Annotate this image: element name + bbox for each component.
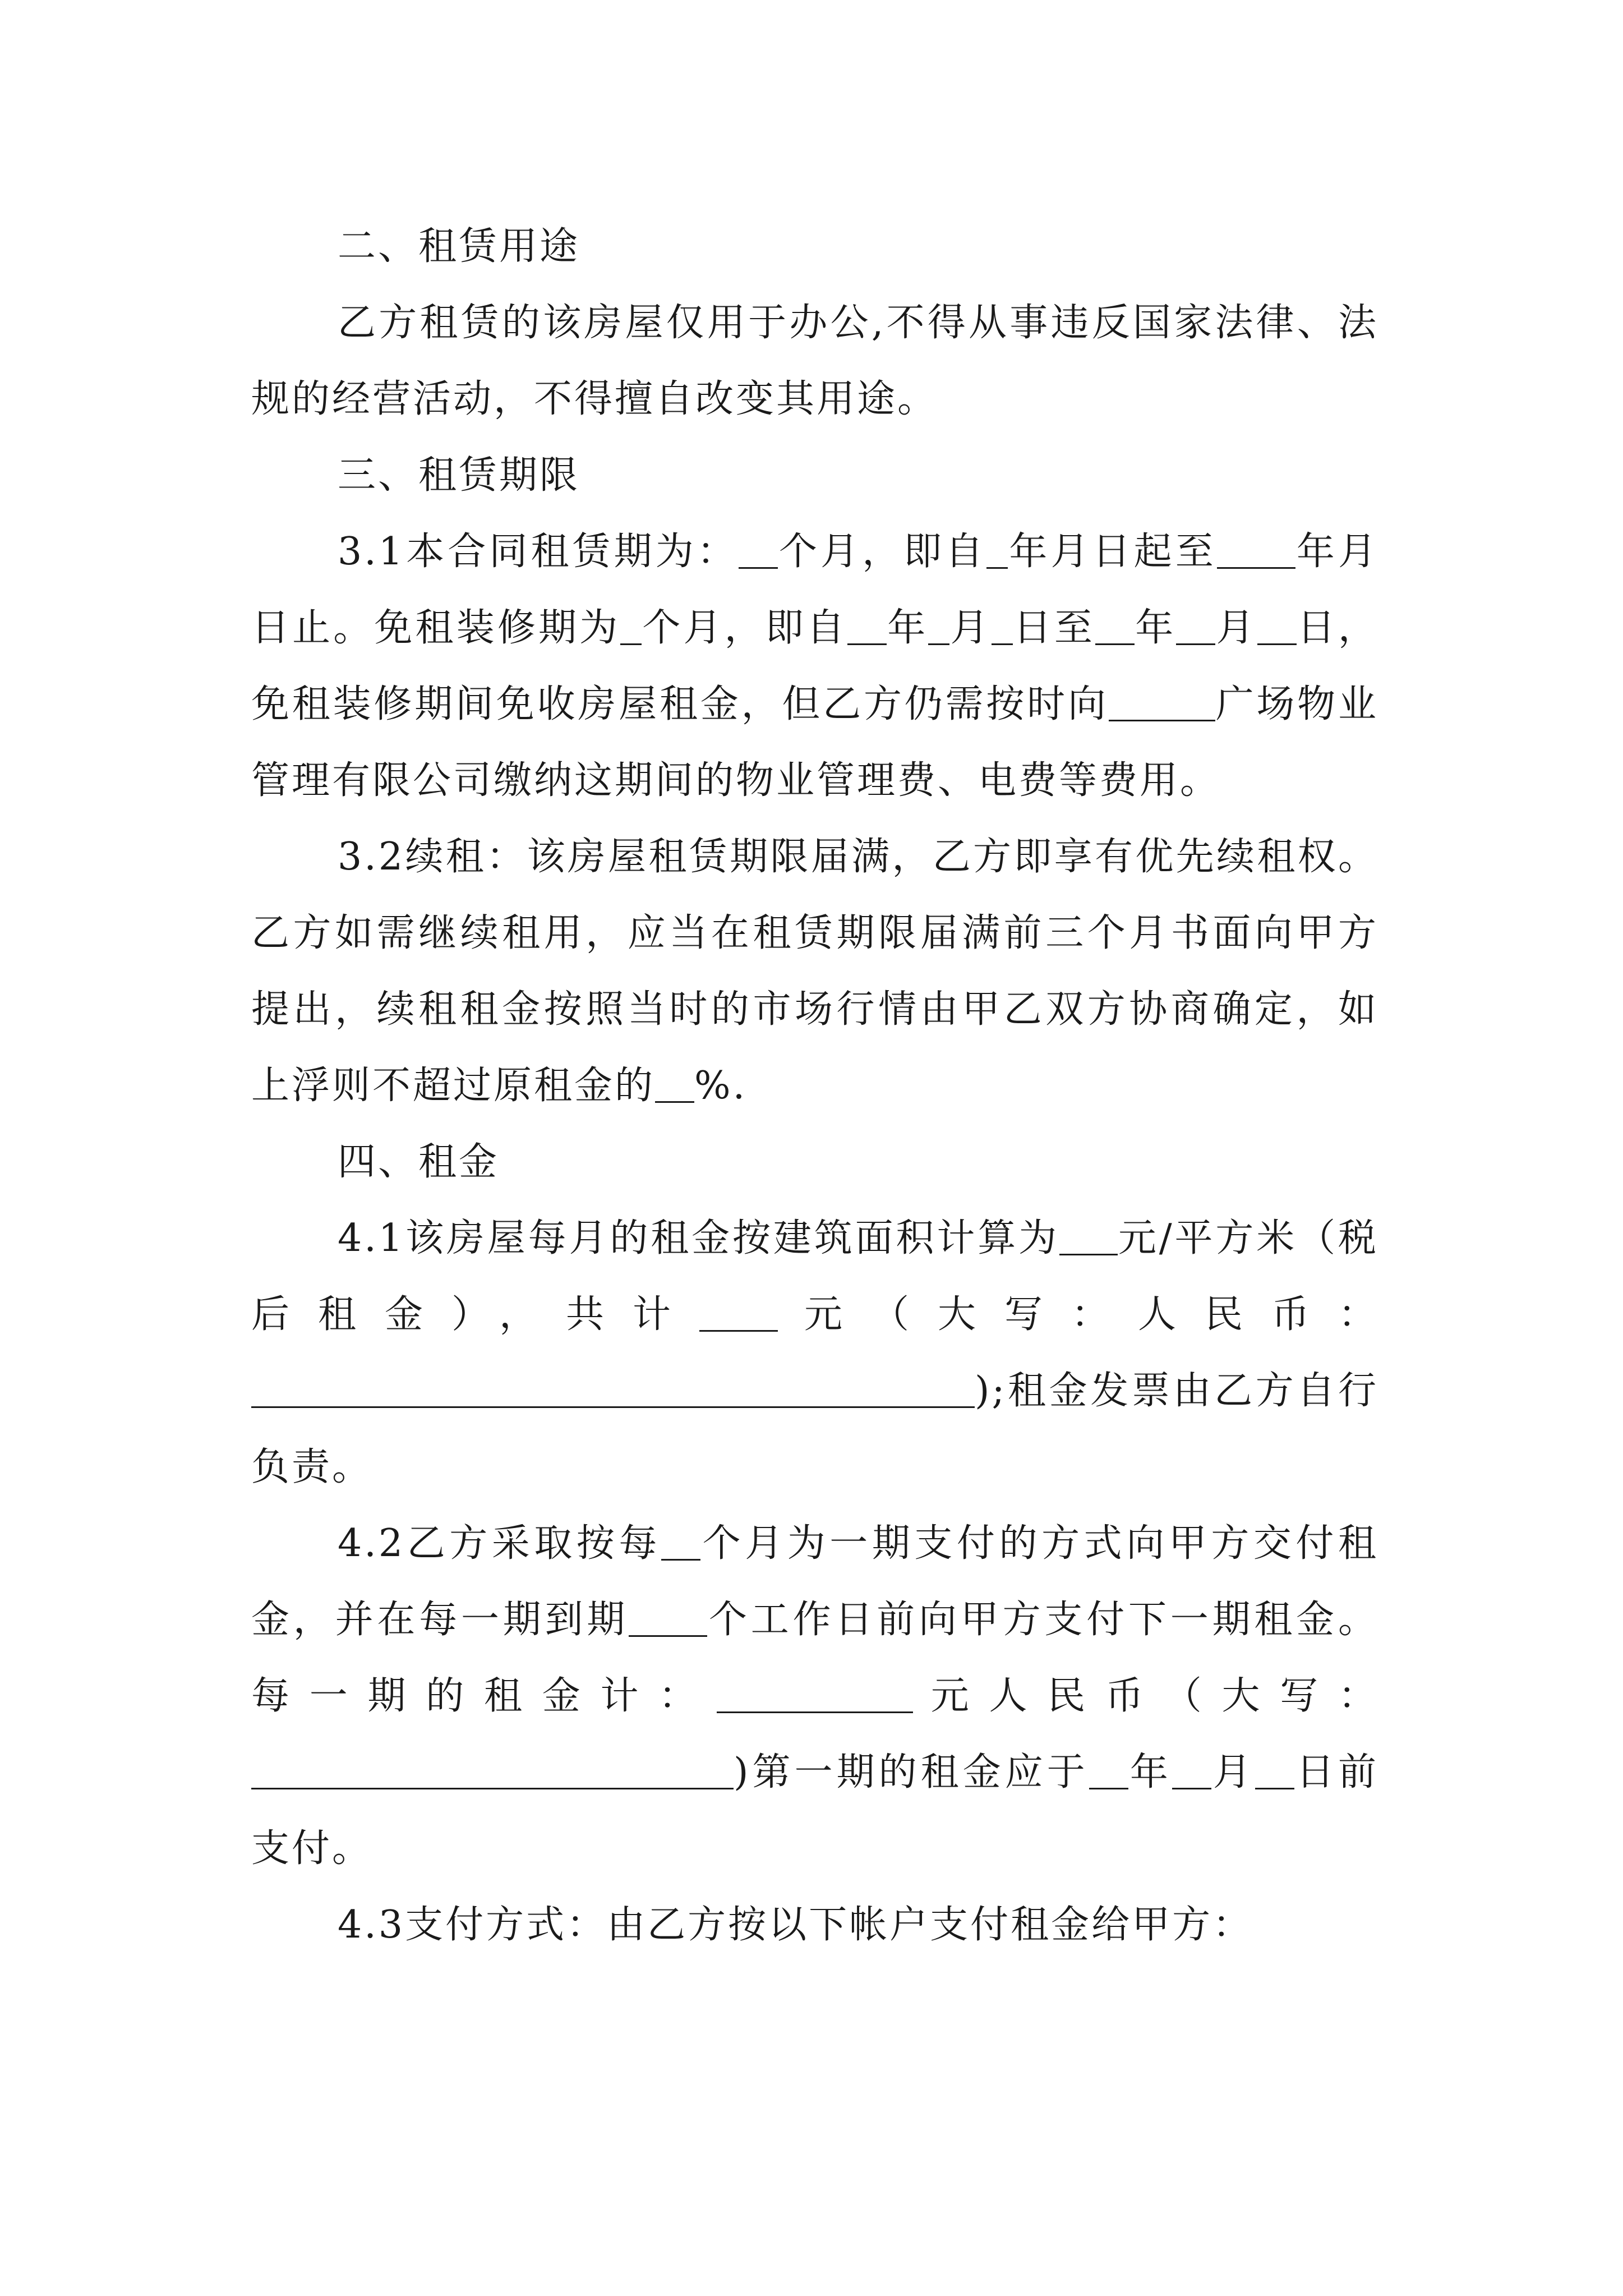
text-segment: 个月，即自 <box>642 606 848 650</box>
blank-field[interactable] <box>620 605 642 645</box>
blank-field[interactable] <box>992 605 1013 645</box>
text-segment: 日，免租装修期间免收房屋租金，但乙方仍需按时向 <box>251 606 1378 726</box>
text-segment: 月 <box>949 606 992 650</box>
blank-field[interactable] <box>928 605 949 645</box>
blank-field[interactable] <box>986 529 1008 569</box>
blank-field[interactable] <box>717 1673 913 1713</box>
text-segment: 年月日起至 <box>1008 530 1217 574</box>
text-segment: 个月为一期支付的方式向甲方交付租金，并在每一期到期 <box>251 1521 1378 1642</box>
blank-field[interactable] <box>739 529 778 569</box>
blank-field[interactable] <box>1217 529 1295 569</box>
blank-field[interactable] <box>1089 1750 1128 1789</box>
text-segment: 元/平方米（税后租金），共计 <box>251 1216 1378 1337</box>
text-segment: 3.1本合同租赁期为： <box>338 530 739 574</box>
blank-field[interactable] <box>1255 1750 1294 1789</box>
paragraph-3-2-renewal <box>251 819 1378 1124</box>
paragraph-4-1-monthly-rent <box>251 1200 1378 1506</box>
blank-field[interactable] <box>699 1292 778 1332</box>
blank-field[interactable] <box>629 1597 707 1637</box>
text-segment: 年月日止。免租装修期为 <box>251 530 1378 650</box>
document-page <box>251 209 1378 1963</box>
text-segment: )第一期的租金应于 <box>734 1750 1089 1795</box>
text-segment: 元（大写：人民币： <box>778 1292 1378 1337</box>
text-segment: %. <box>694 1064 748 1108</box>
text-segment: 个工作日前向甲方支付下一期租金。每一期的租金计： <box>251 1598 1378 1718</box>
blank-field[interactable] <box>1257 605 1297 645</box>
blank-field[interactable] <box>1172 1750 1211 1789</box>
blank-field[interactable] <box>251 1750 734 1789</box>
paragraph-rental-purpose: 乙方租赁的该房屋仅用于办公,不得从事违反国家法律、法规的经营活动，不得擅自改变其用途。 <box>251 301 1378 421</box>
section-heading-rental-term: 三、租赁期限 <box>338 453 580 498</box>
blank-field[interactable] <box>1059 1216 1118 1255</box>
blank-field[interactable] <box>1095 605 1135 645</box>
text-segment: 年 <box>1128 1750 1172 1795</box>
blank-field[interactable] <box>251 1368 975 1408</box>
text-segment: 元人民币（大写： <box>913 1674 1378 1718</box>
text-segment: 3.2续租：该房屋租赁期限届满，乙方即享有优先续租权。乙方如需继续租用，应当在租赁期限届满前三个月书面向甲方提出，续租租金按照当时的市场行情由甲乙双方协商确定，如上浮则不超过原租金的 <box>251 835 1378 1108</box>
paragraph-4-3-payment-method: 4.3支付方式：由乙方按以下帐户支付租金给甲方： <box>338 1903 1253 1947</box>
text-segment: 日至 <box>1012 606 1096 650</box>
paragraph-3-1-rental-period <box>251 514 1378 819</box>
section-heading-rental-purpose: 二、租赁用途 <box>338 224 580 269</box>
text-segment: 年 <box>887 606 929 650</box>
text-segment: 4.1该房屋每月的租金按建筑面积计算为 <box>338 1216 1059 1260</box>
blank-field[interactable] <box>847 605 887 645</box>
text-segment: 日前支付。 <box>251 1750 1378 1871</box>
text-segment: 广场物业管理有限公司缴纳这期间的物业管理费、电费等费用。 <box>251 682 1378 803</box>
text-segment: 4.2乙方采取按每 <box>338 1521 662 1566</box>
text-segment: );租金发票由乙方自行负责。 <box>251 1369 1378 1489</box>
text-segment: 个月，即自 <box>777 530 987 574</box>
section-heading-rent: 四、租金 <box>338 1140 500 1184</box>
text-segment: 月 <box>1215 606 1257 650</box>
blank-field[interactable] <box>1176 605 1215 645</box>
blank-field[interactable] <box>1109 682 1215 721</box>
blank-field[interactable] <box>655 1063 694 1103</box>
text-segment: 月 <box>1211 1750 1255 1795</box>
text-segment: 年 <box>1135 606 1177 650</box>
paragraph-4-2-payment-period <box>251 1506 1378 1887</box>
blank-field[interactable] <box>661 1521 700 1561</box>
